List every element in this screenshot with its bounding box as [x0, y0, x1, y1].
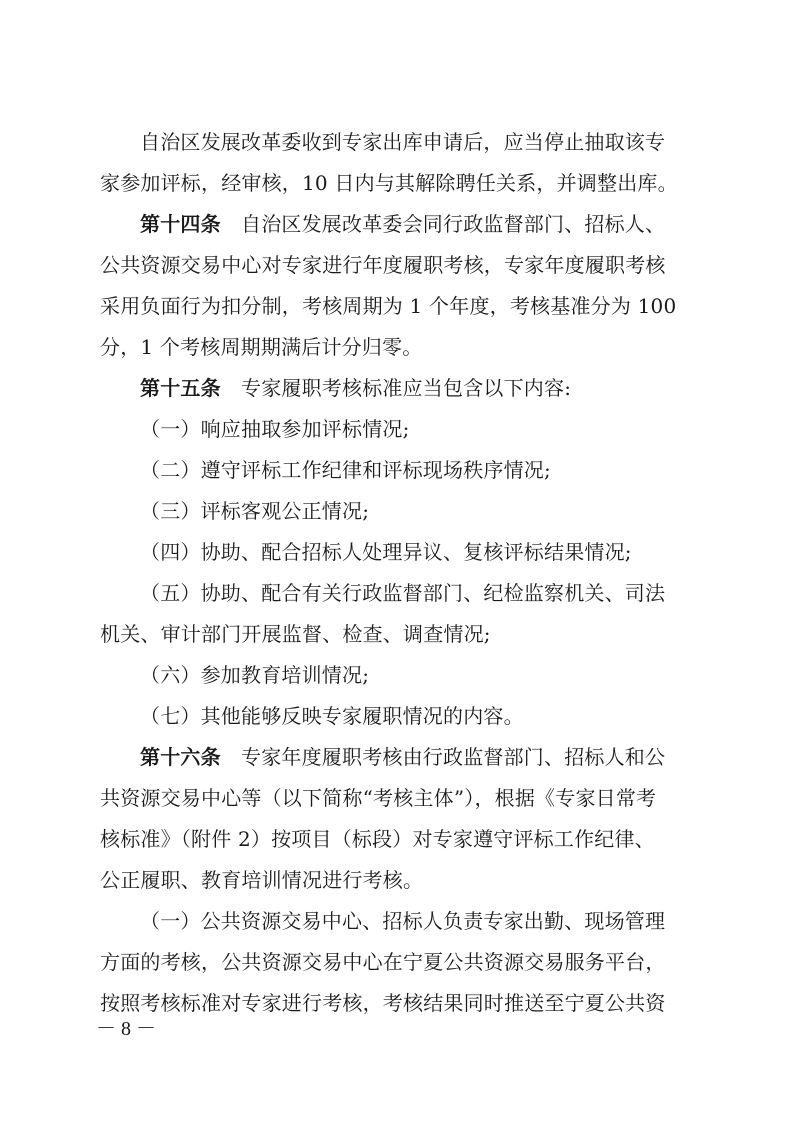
list-item — [140, 702, 696, 730]
paragraph-line — [100, 825, 696, 853]
list-item — [140, 661, 696, 689]
list-item — [140, 907, 696, 935]
paragraph-line — [100, 620, 696, 648]
line-text: 方面的考核，公共资源交易中心在宁夏公共资源交易服务平台， — [100, 950, 666, 974]
paragraph-line — [100, 169, 696, 197]
line-text: 专家履职考核标准应当包含以下内容: — [220, 376, 572, 400]
paragraph-line — [100, 989, 696, 1017]
paragraph-line — [100, 292, 696, 320]
list-item — [140, 538, 696, 566]
article-heading: 第十六条 — [140, 745, 221, 769]
line-text: （一）响应抽取参加评标情况; — [140, 417, 410, 441]
line-text: 自治区发展改革委收到专家出库申请后，应当停止抽取该专 — [140, 130, 666, 154]
article-16-heading-line — [140, 743, 696, 771]
article-heading: 第十四条 — [140, 212, 221, 236]
line-text: 核标准》（附件 2）按项目（标段）对专家遵守评标工作纪律、 — [100, 827, 655, 851]
page-number: － 8 － — [96, 1018, 156, 1040]
paragraph-line — [100, 784, 696, 812]
line-text: （三）评标客观公正情况; — [140, 499, 370, 523]
article-15-heading-line — [140, 374, 696, 402]
paragraph-line — [100, 251, 696, 279]
line-text: 机关、审计部门开展监督、检查、调查情况; — [100, 622, 491, 646]
line-text: 按照考核标准对专家进行考核，考核结果同时推送至宁夏公共资 — [100, 991, 666, 1015]
line-text: （五）协助、配合有关行政监督部门、纪检监察机关、司法 — [140, 581, 666, 605]
line-text: 专家年度履职考核由行政监督部门、招标人和公 — [220, 745, 666, 769]
list-item — [140, 579, 696, 607]
paragraph-line — [100, 948, 696, 976]
list-item — [140, 456, 696, 484]
line-text: 公共资源交易中心对专家进行年度履职考核，专家年度履职考核 — [100, 253, 666, 277]
list-item — [140, 415, 696, 443]
line-text: （二）遵守评标工作纪律和评标现场秩序情况; — [140, 458, 551, 482]
line-text: （七）其他能够反映专家履职情况的内容。 — [140, 704, 524, 728]
list-item — [140, 497, 696, 525]
paragraph-line — [140, 128, 696, 156]
line-text: 自治区发展改革委会同行政监督部门、招标人、 — [220, 212, 666, 236]
line-text: 采用负面行为扣分制，考核周期为 1 个年度，考核基准分为 100 — [100, 294, 677, 318]
line-text: （四）协助、配合招标人处理异议、复核评标结果情况; — [140, 540, 632, 564]
article-14-heading-line — [140, 210, 696, 238]
line-text: （六）参加教育培训情况; — [140, 663, 370, 687]
line-text: 共资源交易中心等（以下简称“考核主体”），根据《专家日常考 — [100, 786, 657, 810]
line-text: 分，1 个考核周期期满后计分归零。 — [100, 335, 423, 359]
paragraph-line — [100, 866, 696, 894]
paragraph-line — [100, 333, 696, 361]
line-text: 家参加评标，经审核，10 日内与其解除聘任关系，并调整出库。 — [100, 171, 678, 195]
line-text: （一）公共资源交易中心、招标人负责专家出勤、现场管理 — [140, 909, 666, 933]
line-text: 公正履职、教育培训情况进行考核。 — [100, 868, 424, 892]
article-heading: 第十五条 — [140, 376, 221, 400]
